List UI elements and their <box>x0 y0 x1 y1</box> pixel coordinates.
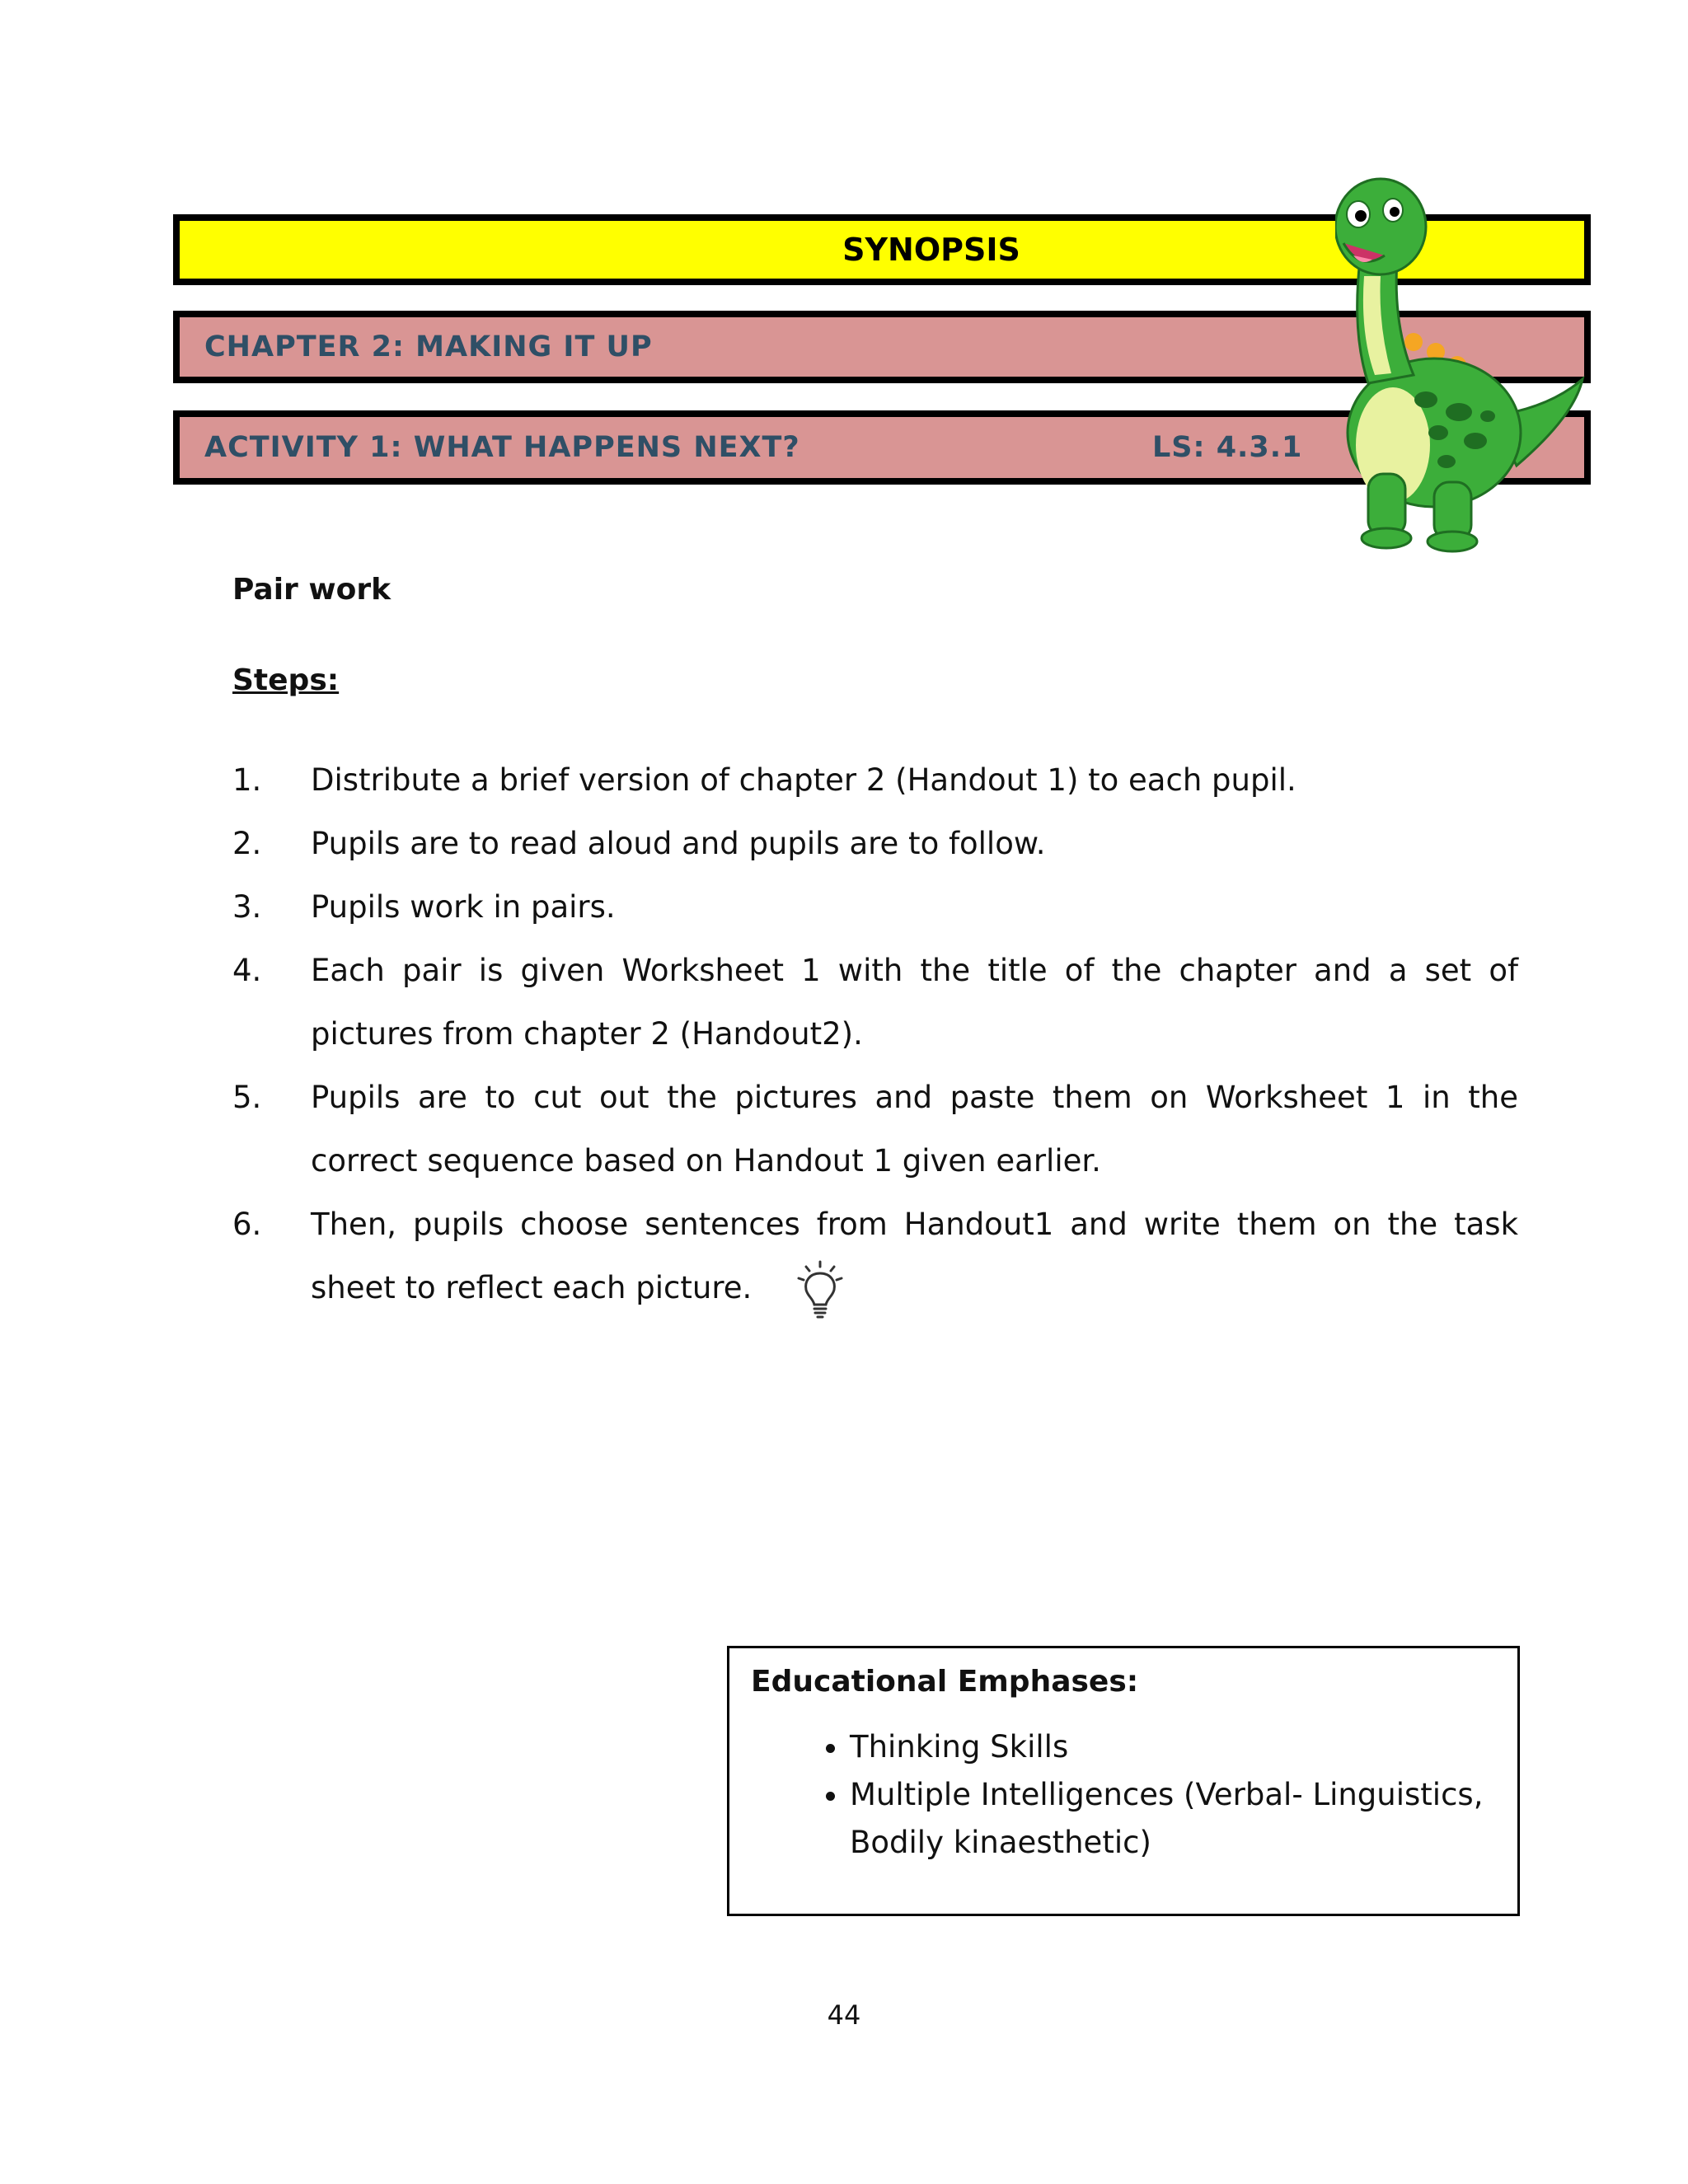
page-number: 44 <box>827 1999 861 2031</box>
step-number: 1. <box>232 762 262 798</box>
steps-heading: Steps: <box>232 663 340 697</box>
pair-work-label: Pair work <box>232 573 392 607</box>
learning-standard: LS: 4.3.1 <box>1152 431 1303 464</box>
step-text: Pupils work in pairs. <box>311 889 616 925</box>
list-item <box>232 875 1518 939</box>
list-item <box>232 812 1518 875</box>
step-text: Pupils are to read aloud and pupils are to follow. <box>311 826 1046 861</box>
list-item <box>232 939 1518 1066</box>
step-text: Distribute a brief version of chapter 2 (Handout 1) to each pupil. <box>311 762 1296 798</box>
step-number: 5. <box>232 1080 262 1115</box>
list-item: • Multiple Intelligences (Verbal- Linguistics, Bodily kinaesthetic) <box>850 1771 1496 1867</box>
step-number: 6. <box>232 1207 262 1242</box>
lightbulb-icon <box>795 1260 846 1319</box>
step-text: Pupils are to cut out the pictures and paste them on Worksheet 1 in the correct sequence based on Handout 1 given earlier. <box>311 1080 1518 1179</box>
synopsis-title: SYNOPSIS <box>842 232 1020 268</box>
emphases-title: Educational Emphases: <box>751 1665 1139 1699</box>
steps-list <box>232 748 1518 1319</box>
dinosaur-illustration <box>1335 169 1607 556</box>
list-item <box>232 1193 1518 1319</box>
list-item <box>232 1066 1518 1193</box>
educational-emphases-box <box>727 1646 1520 1916</box>
step-number: 2. <box>232 826 262 861</box>
step-number: 4. <box>232 953 262 988</box>
step-number: 3. <box>232 889 262 925</box>
chapter-title: CHAPTER 2: MAKING IT UP <box>204 330 653 363</box>
step-text: Each pair is given Worksheet 1 with the title of the chapter and a set of pictures from chapter 2 (Handout2). <box>311 953 1518 1052</box>
list-item: • Thinking Skills <box>850 1723 1496 1771</box>
step-text: Then, pupils choose sentences from Handout1 and write them on the task sheet to reflect each picture. <box>311 1207 1518 1305</box>
activity-title: ACTIVITY 1: WHAT HAPPENS NEXT? <box>204 431 800 464</box>
list-item <box>232 748 1518 812</box>
emphases-list <box>751 1723 1496 1867</box>
